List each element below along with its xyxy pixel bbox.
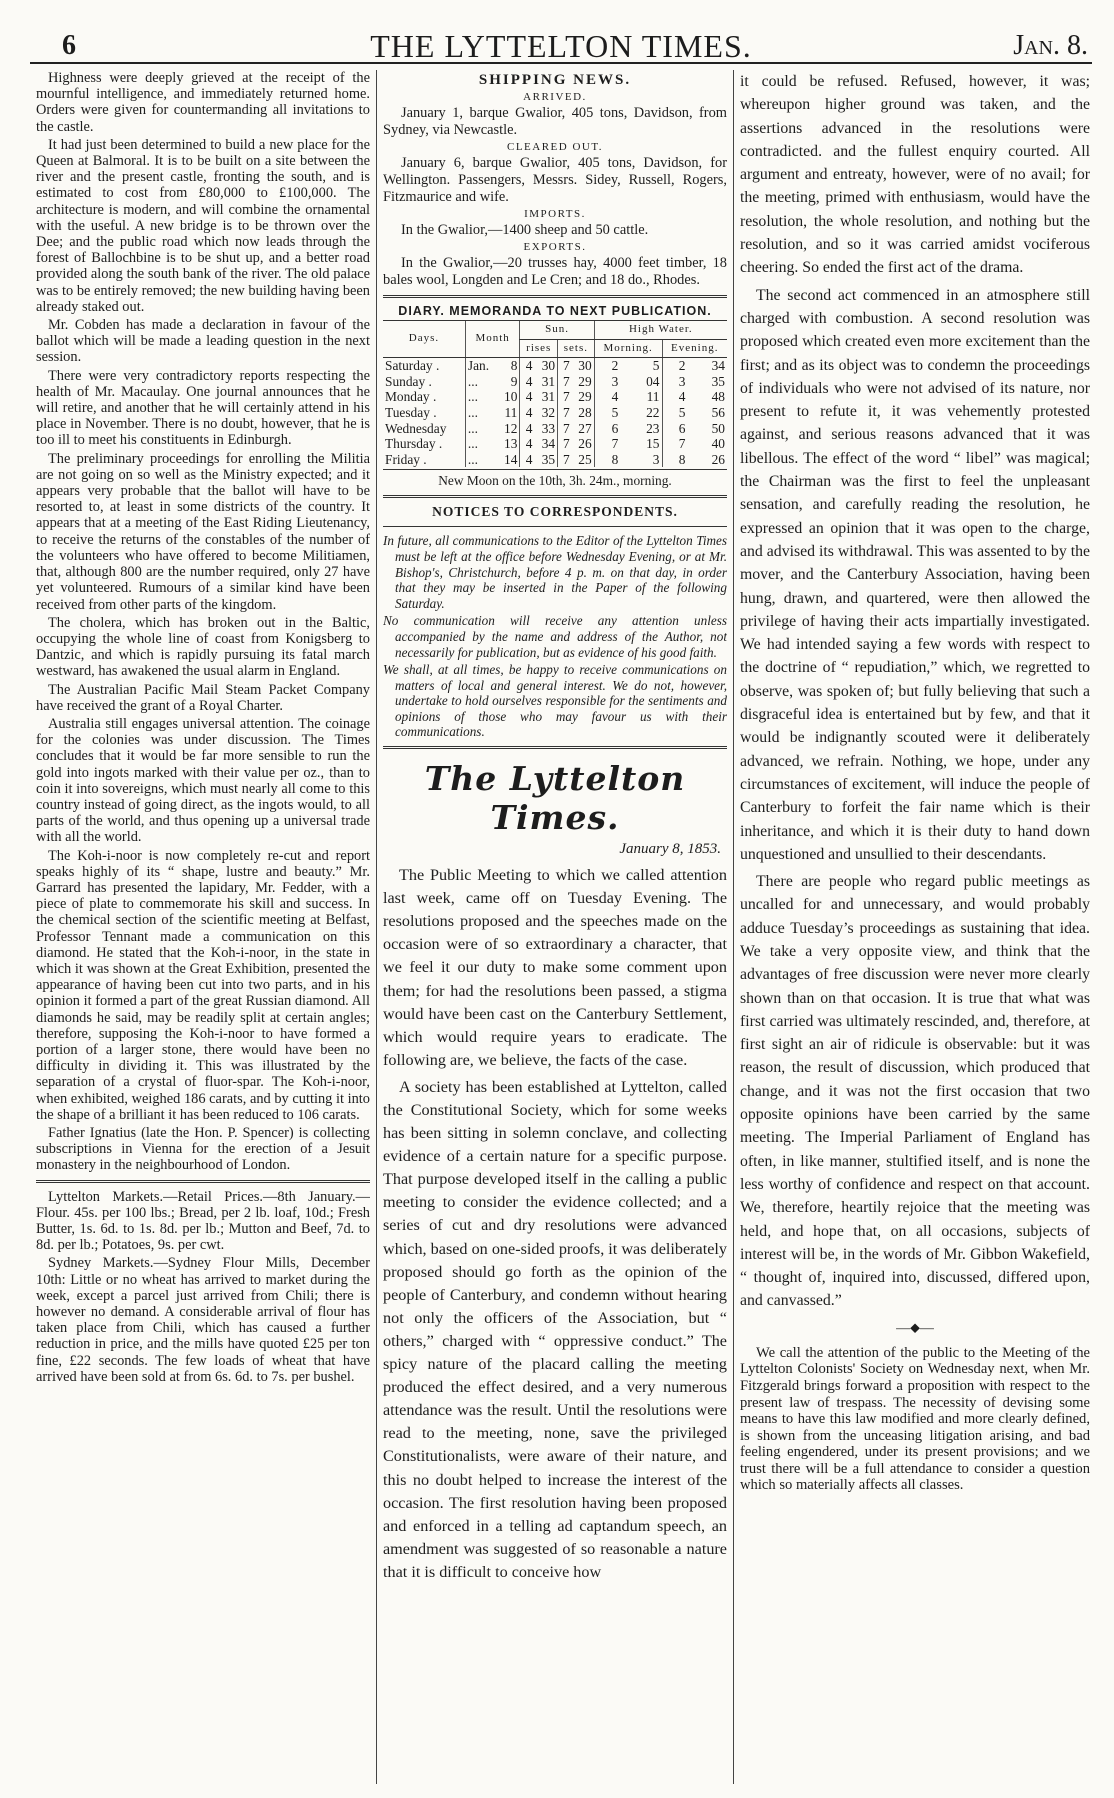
diary-header-days: Days.: [383, 321, 465, 358]
diary-cell-eve-m: 35: [711, 373, 725, 389]
news-paragraph: The preliminary proceedings for enrolling the Militia are not going on so well as the Ministry expected; and it appears very probable that the ballot will have to be resorted to, at least in some districts of the country. It appears that at a meeting of the East Riding Lieutenancy, to receive the returns of the constables of the number of the volunteers who have offered to become Militiamen, that, although 800 are the number required, only 27 have yet volunteered. Rumours of a similar kind have been received from other parts of the kingdom.: [36, 450, 370, 613]
diary-cell-sets-m: 25: [578, 451, 592, 467]
diary-cell-month: Jan.: [465, 358, 497, 374]
editorial-date: January 8, 1853.: [619, 841, 721, 858]
diary-cell-date: 12: [504, 420, 518, 436]
diary-cell-sets-m: 27: [578, 420, 592, 436]
diary-cell-rises-h: 4: [520, 374, 535, 390]
diary-cell-month: ...: [465, 436, 497, 452]
diary-header-month: Month: [465, 321, 520, 358]
diary-cell-morn-h: 8: [594, 452, 620, 468]
paper-name: THE LYTTELTON TIMES.: [370, 28, 752, 64]
diary-cell-morn-m: 11: [646, 389, 660, 405]
diary-cell-date: 14: [504, 451, 518, 467]
diary-cell-rises-h: 4: [520, 436, 535, 452]
diary-cell-morn-h: 4: [594, 389, 620, 405]
diary-cell-month: ...: [465, 405, 497, 421]
diary-cell-date: 11: [504, 404, 518, 420]
editorial-paragraph: it could be refused. Refused, however, it was; whereupon higher ground was taken, and the assertions advanced in the resolutions were contradicted. and the fullest enquiry courted. All argument and entreaty, however, were of no avail; for the meeting, primed with enthusiasm, would have the resolution, the whole resolution, and nothing but the resolution, and so it was carried amidst vociferous cheering. So ended the first act of the drama.: [740, 73, 1090, 277]
editorial-paragraph: A society has been established at Lyttelton, called the Constitutional Society, which for some weeks has been sitting in solemn conclave, and collecting evidence of a certain nature for a specific purpose. That purpose developed itself in the calling a public meeting to consider the evidence collected; and a series of cut and dry resolutions were advanced which, based on one-sided proofs, it was deliberately proposed should go forth as the opinion of the people of Canterbury, and condemn without hearing not only the officers of the Association, but “ others,” charged with “ oppressive conduct.” The spicy nature of the placard calling the meeting produced the effect desired, and a very numerous attendance was the result. Until the resolutions were read to the meeting, none, save the privileged Constitutionalists, were aware of their nature, and this no doubt helped to increase the interest of the occasion. The first resolution having been proposed and enforced in a telling ad captandum speech, an amendment was suggested of so reasonable a nature that it is difficult to conceive how: [383, 1077, 727, 1581]
diary-cell-eve-m: 40: [711, 436, 725, 452]
diary-cell-month: ...: [465, 374, 497, 390]
diary-cell-eve-m: 26: [711, 451, 725, 467]
ornament-divider: —⬥—: [896, 1320, 934, 1336]
cleared-heading: CLEARED OUT.: [506, 141, 603, 153]
editorial-paragraph: The Public Meeting to which we called attention last week, came off on Tuesday Evening. The resolutions proposed and the speeches made on the occasion were of so extraordinary a character, that we feel it our duty to make some comment upon them; for had the resolutions been passed, a stigma would have been cast on the Canterbury Settlement, which would require years to eradicate. The following are, we believe, the facts of the case.: [383, 866, 727, 1069]
diary-cell-eve-h: 3: [662, 374, 687, 390]
diary-header-sun: Sun.: [520, 321, 594, 340]
diary-cell-sets-m: 29: [578, 373, 592, 389]
diary-table: [383, 320, 727, 467]
diary-cell-rises-m: 34: [541, 436, 556, 452]
column-right: [740, 70, 1090, 1784]
page-number: 6: [62, 30, 76, 61]
diary-cell-morn-h: 5: [594, 405, 620, 421]
diary-cell-date: 10: [504, 389, 518, 405]
diary-cell-sets-h: 7: [558, 374, 572, 390]
diary-cell-rises-m: 31: [541, 373, 556, 389]
column-rule: [376, 70, 377, 1784]
diary-cell-sets-m: 26: [578, 436, 592, 452]
diary-cell-month: ...: [465, 452, 497, 468]
cleared-entry: January 6, barque Gwalior, 405 tons, Davidson, for Wellington. Passengers, Messrs. Sidey, Russell, Rogers, Fitzmaurice and wife.: [383, 155, 727, 205]
diary-cell-rises-h: 4: [520, 452, 535, 468]
diary-cell-morn-m: 15: [646, 436, 660, 452]
diary-header-evening: Evening.: [662, 339, 727, 358]
section-divider: [383, 746, 727, 749]
notice-item: In future, all communications to the Editor of the Lyttelton Times must be left at the office before Wednesday Evening, or at Mr. Bishop's, Christchurch, before 4 p. m. on that day, in order that they may be inserted in the Paper of the following Saturday.: [383, 533, 727, 611]
diary-cell-sets-h: 7: [558, 452, 572, 468]
diary-cell-sets-m: 29: [578, 389, 592, 405]
arrived-entry: January 1, barque Gwalior, 405 tons, Davidson, from Sydney, via Newcastle.: [383, 105, 727, 138]
diary-cell-sets-h: 7: [558, 389, 572, 405]
column-middle: [383, 70, 727, 1784]
notice-item: No communication will receive any attention unless accompanied by the name and address of the Author, not necessarily for publication, but as evidence of his good faith.: [383, 613, 727, 660]
news-paragraph: It had just been determined to build a new place for the Queen at Balmoral. It is to be built on a site between the river and the present castle, fronting the south, and is estimated to cost from £80,000 to £100,000. The architecture is modern, and will combine the ornamental with the useful. A new bridge is to be thrown over the Dee; and the public road which now leads through the forest of Ballochbine is to be shut up, and a better road provided along the south bank of the river. The old palace was to be entirely removed; the new building having been already staked out.: [36, 136, 370, 315]
diary-header-rises: rises: [520, 339, 558, 358]
imports-heading: IMPORTS.: [524, 208, 586, 220]
news-paragraph: The Australian Pacific Mail Steam Packet Company have received the grant of a Royal Charter.: [36, 681, 370, 714]
column-rule: [733, 70, 734, 1784]
diary-header-high-water: High Water.: [594, 321, 727, 340]
news-paragraph: Australia still engages universal attention. The coinage for the colonies was under discussion. The Times concludes that it would be far more sensible to run the gold into ingots marked with their value per oz., than to coin it into sovereigns, which must nearly all come to this country instead of going direct, as the ingots would, to all parts of the world, and thus opening up a universal trade with all the world.: [36, 715, 370, 846]
lyttelton-markets: Lyttelton Markets.—Retail Prices.—8th January.—Flour. 45s. per 100 lbs.; Bread, per 2 lb. loaf, 10d.; Fresh Butter, 1s. 6d. to 1s. 8d. per lb.; Mutton and Beef, 7d. to 8d. per lb.; Potatoes, 9s. per cwt.: [36, 1188, 370, 1254]
diary-cell-day: Sunday .: [385, 373, 432, 389]
news-paragraph: The cholera, which has broken out in the Baltic, occupying the whole line of coast from Konigsberg to Dantzic, and which is rapidly pursuing its fatal march westward, has awakened the usual alarm in England.: [36, 614, 370, 680]
sydney-markets: Sydney Markets.—Sydney Flour Mills, December 10th: Little or no wheat has arrived to market during the week, except a parcel just arrived from Chili; there is however no demand. A considerable arrival of flour has taken place from Chili, which has caused a further reduction in price, and the mills have quoted £25 per ton fine, £22 seconds. The few loads of wheat that have arrived have been sold at from 6s. 6d. to 7s. per bushel.: [36, 1255, 370, 1385]
notices-title: NOTICES TO CORRESPONDENTS.: [432, 504, 678, 520]
diary-cell-rises-m: 32: [541, 404, 556, 420]
imports-entry: In the Gwalior,—1400 sheep and 50 cattle.: [401, 222, 649, 238]
news-paragraph: The Koh-i-noor is now completely re-cut and report speaks highly of its “ shape, lustre and beauty.” Mr. Garrard has presented the lapidary, Mr. Fedder, with a piece of plate to commemorate his skill and success. In the chemical section of the scientific meeting at Belfast, Professor Tennant made a communication on this diamond. He stated that the Koh-i-noor, in the state in which it was shown at the Great Exhibition, presented the appearance of having been cut into two parts, and in his opinion it formed a part of the great Russian diamond. All diamonds he said, may be readily split at certain angles; therefore, supposing the Koh-i-noor to have formed a portion of a larger stone, there would have been no difficulty in dividing it. This was illustrated by the separation of a crystal of fluor-spar. The Koh-i-noor, when exhibited, weighed 186 carats, and by cutting it into the shape of a brilliant it has been reduced to 106 carats.: [36, 847, 370, 1123]
diary-cell-sets-h: 7: [558, 358, 572, 374]
diary-cell-eve-h: 7: [662, 436, 687, 452]
diary-cell-rises-m: 30: [541, 358, 556, 374]
diary-cell-eve-h: 2: [662, 358, 687, 374]
diary-cell-sets-m: 28: [578, 404, 592, 420]
diary-cell-eve-m: 48: [711, 389, 725, 405]
diary-row: [383, 436, 727, 452]
editorial-title: The Lyttelton Times.: [424, 759, 686, 838]
diary-cell-date: 8: [510, 358, 518, 374]
diary-cell-day: Thursday .: [385, 436, 443, 452]
diary-cell-eve-h: 5: [662, 405, 687, 421]
diary-cell-morn-h: 2: [594, 358, 620, 374]
diary-cell-month: ...: [465, 421, 497, 437]
exports-entry: In the Gwalior,—20 trusses hay, 4000 feet timber, 18 bales wool, Longden and Le Cren; and 18 do., Rhodes.: [383, 255, 727, 288]
diary-title: DIARY. MEMORANDA TO NEXT PUBLICATION.: [398, 304, 712, 318]
diary-cell-rises-m: 35: [541, 451, 556, 467]
moon-note: New Moon on the 10th, 3h. 24m., morning.: [383, 469, 727, 489]
section-divider: [36, 1180, 370, 1183]
notice-item: We shall, at all times, be happy to receive communications on matters of local and general interest. We do not, however, undertake to hold ourselves responsible for the sentiments and opinions of those who may favour us with their communications.: [383, 662, 727, 740]
news-paragraph: Mr. Cobden has made a declaration in favour of the ballot which will be made a leading question in the next session.: [36, 317, 370, 366]
diary-header-sets: sets.: [558, 339, 595, 358]
diary-cell-day: Tuesday .: [385, 404, 437, 420]
diary-cell-morn-m: 23: [646, 420, 660, 436]
diary-cell-rises-m: 31: [541, 389, 556, 405]
diary-row: [383, 452, 727, 468]
diary-cell-rises-h: 4: [520, 405, 535, 421]
diary-cell-eve-h: 8: [662, 452, 687, 468]
news-paragraph: Father Ignatius (late the Hon. P. Spencer) is collecting subscriptions in Vienna for the erection of a Jesuit monastery in the neighbourhood of London.: [36, 1125, 370, 1174]
diary-cell-morn-m: 5: [652, 358, 660, 374]
diary-cell-morn-m: 22: [646, 404, 660, 420]
diary-cell-eve-m: 34: [711, 358, 725, 374]
diary-row: [383, 421, 727, 437]
news-paragraph: There were very contradictory reports respecting the health of Mr. Macaulay. One journal announces that he will retire, and another that he will certainly attend in his place in November. There is no doubt, however, that he is too ill to meet his constituents in Edinburgh.: [36, 367, 370, 449]
issue-date: Jan. 8.: [1013, 30, 1088, 61]
diary-cell-eve-m: 56: [711, 404, 725, 420]
diary-cell-day: Wednesday: [385, 420, 447, 436]
editorial-paragraph: There are people who regard public meetings as uncalled for and unnecessary, and would probably adduce Tuesday’s proceedings as sustaining that idea. We take a very opposite view, and think that the advantages of free discussion were never more clearly shown than on that occasion. It is true that what was first carried was ultimately rescinded, and, therefore, at first sight an air of ridicule is observable: but it was reason, the result of discussion, which produced that change, and it was not the first occasion that two opposite opinions have been carried by the same meeting. The Imperial Parliament of England has often, in like manner, stultified itself, and is none the less worthy of confidence and respect on that account. We, therefore, heartily rejoice that the meeting was held, and hope that, on all occasions, subjects of interest will be, in the words of Mr. Gibbon Wakefield, “ thought of, inquired into, discussed, differed upon, and canvassed.”: [740, 873, 1090, 1310]
diary-cell-day: Saturday .: [385, 358, 440, 374]
diary-cell-rises-h: 4: [520, 421, 535, 437]
diary-cell-eve-m: 50: [711, 420, 725, 436]
diary-cell-sets-h: 7: [558, 405, 572, 421]
diary-cell-morn-m: 04: [646, 373, 660, 389]
diary-cell-date: 13: [504, 436, 518, 452]
section-divider: [383, 495, 727, 498]
exports-heading: EXPORTS.: [523, 241, 587, 253]
diary-cell-morn-h: 3: [594, 374, 620, 390]
section-divider: [383, 526, 727, 527]
diary-cell-date: 9: [510, 373, 518, 389]
diary-cell-rises-h: 4: [520, 389, 535, 405]
diary-cell-sets-m: 30: [578, 358, 592, 374]
diary-cell-morn-h: 6: [594, 421, 620, 437]
shipping-title: SHIPPING NEWS.: [478, 72, 632, 88]
diary-row: [383, 405, 727, 421]
closing-notice: We call the attention of the public to the Meeting of the Lyttelton Colonists' Society on Wednesday next, when Mr. Fitzgerald brings forward a proposition with respect to the present law of trespass. The necessity of devising some means to have this law modified and more clearly defined, is shown from the unceasing litigation arising, and bad feeling engendered, under its present provisions; and we trust there will be a full attendance to consider a question which so materially affects all classes.: [740, 1344, 1090, 1494]
diary-cell-morn-h: 7: [594, 436, 620, 452]
diary-cell-rises-h: 4: [520, 358, 535, 374]
news-paragraph: Highness were deeply grieved at the receipt of the mournful intelligence, and immediately returned home. Orders were given for countermanding all invitations to the castle.: [36, 70, 370, 135]
diary-cell-day: Friday .: [385, 451, 427, 467]
diary-row: [383, 389, 727, 405]
diary-cell-eve-h: 6: [662, 421, 687, 437]
diary-cell-rises-m: 33: [541, 420, 556, 436]
arrived-heading: ARRIVED.: [523, 91, 587, 103]
masthead: [30, 18, 1092, 64]
editorial-paragraph: The second act commenced in an atmosphere still charged with combustion. A second resolution was proposed which created even more excitement than the first; and as its object was to condemn the proceedings of individuals who were not advised of its nature, nor present to refute it, it was vehemently protested against, and serious reasons advanced that it was libellous. The effect of the word “ libel” was magical; the Chairman was the first to feel the unpleasant sensation, and carefully reading the resolution, he expressed an opinion that it was open to the charge, and advised its withdrawal. This was assented to by the mover, and the Canterbury Association, having been hung, drawn, and quartered, were then allowed the privilege of having their acts impartially investigated. We had intended saying a few words with respect to the doctrine of “ repudiation,” which, we regretted to observe, was spoken of; but fully believing that such a disgraceful idea is entertained but by few, and that it would be indignantly scouted were it deliberately advanced, we refrain. Nothing, we hope, under any circumstances of excitement, will induce the people of Canterbury to forfeit the fair name which is their inheritance, and which it is their duty to hand down unquestioned and unsullied to their descendants.: [740, 286, 1090, 863]
diary-cell-sets-h: 7: [558, 436, 572, 452]
diary-cell-month: ...: [465, 389, 497, 405]
diary-cell-morn-m: 3: [652, 451, 660, 467]
column-left: [36, 70, 370, 1784]
diary-row: [383, 358, 727, 374]
section-divider: [383, 295, 727, 298]
diary-cell-sets-h: 7: [558, 421, 572, 437]
diary-header-morning: Morning.: [594, 339, 662, 358]
diary-cell-eve-h: 4: [662, 389, 687, 405]
diary-row: [383, 374, 727, 390]
diary-cell-day: Monday .: [385, 389, 437, 405]
